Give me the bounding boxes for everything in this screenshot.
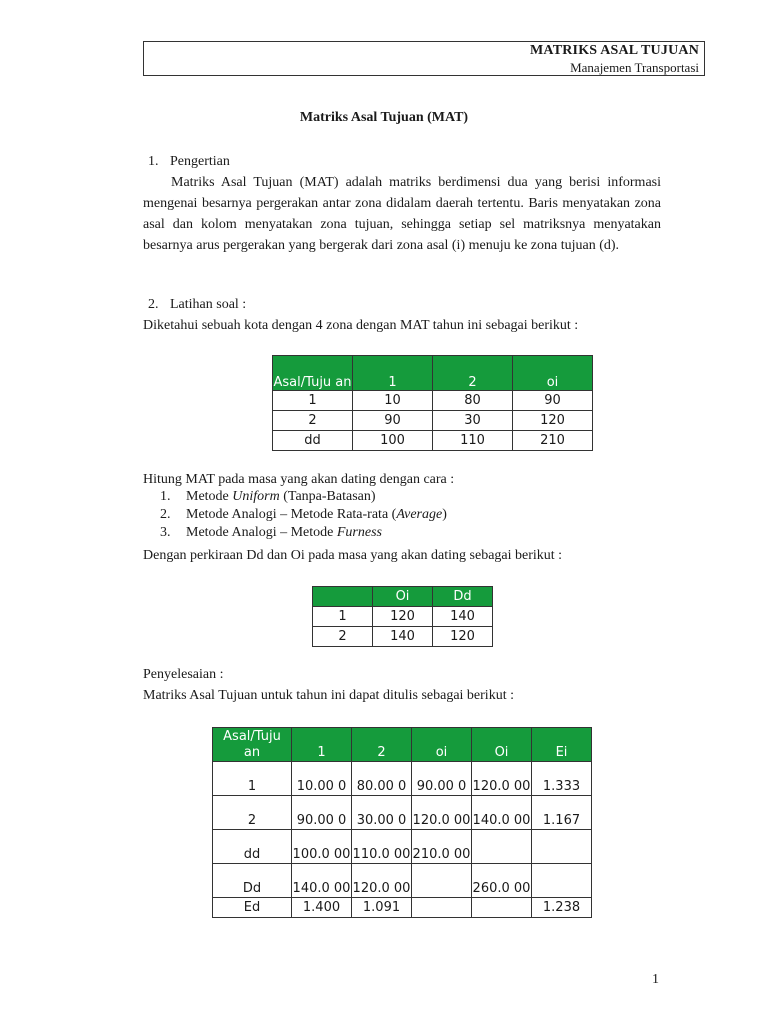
table-cell: 1.333	[532, 762, 592, 796]
table-cell: 1.400	[292, 898, 352, 918]
section2-heading	[148, 294, 246, 315]
table-cell: 110	[433, 431, 513, 451]
table-header-cell	[313, 587, 373, 607]
table-header-cell: Oi	[373, 587, 433, 607]
table-cell	[472, 898, 532, 918]
table-header-row	[213, 728, 592, 762]
table-cell: 140.0 00	[472, 796, 532, 830]
table-row	[213, 796, 592, 830]
penyelesaian-label: Penyelesaian :	[143, 667, 224, 682]
header-subtitle: Manajemen Transportasi	[570, 60, 699, 75]
table-header-cell: Dd	[433, 587, 493, 607]
table-cell	[532, 830, 592, 864]
method-item	[160, 524, 447, 542]
table-cell: 2	[273, 411, 353, 431]
table-row	[213, 762, 592, 796]
page-header	[143, 41, 705, 76]
table-cell	[412, 864, 472, 898]
methods-list	[160, 488, 447, 542]
table-cell: 2	[213, 796, 292, 830]
method-emphasis: Uniform	[232, 489, 280, 504]
table-cell: Ed	[213, 898, 292, 918]
table-header-cell: oi	[513, 356, 593, 391]
forecast-intro: Dengan perkiraan Dd dan Oi pada masa yang akan dating sebagai berikut :	[143, 548, 563, 563]
table-cell: 210	[513, 431, 593, 451]
section2-number: 2.	[148, 297, 159, 312]
table-cell: 90	[513, 391, 593, 411]
table-row	[213, 830, 592, 864]
solution-mat-table	[212, 727, 592, 918]
table-cell: 120.0 00	[412, 796, 472, 830]
table-cell: 140	[373, 627, 433, 647]
table-cell: dd	[273, 431, 353, 451]
table-cell: 80.00 0	[352, 762, 412, 796]
table-cell: 100	[353, 431, 433, 451]
table-cell: 120	[433, 627, 493, 647]
table-cell: Dd	[213, 864, 292, 898]
table-cell: 80	[433, 391, 513, 411]
table-cell: 1.238	[532, 898, 592, 918]
method-number: 2.	[160, 507, 171, 522]
table-cell: 120.0 00	[472, 762, 532, 796]
table-header-cell: 1	[292, 728, 352, 762]
method-emphasis: Furness	[336, 525, 382, 540]
table-cell: 110.0 00	[352, 830, 412, 864]
table-cell: 210.0 00	[412, 830, 472, 864]
method-emphasis: Average	[396, 507, 443, 522]
table-header-cell: 1	[353, 356, 433, 391]
table-header-cell: oi	[412, 728, 472, 762]
section2-heading-text: Latihan soal :	[170, 297, 247, 312]
table-header-cell: Asal/Tuju an	[213, 728, 292, 762]
table-header-cell: Ei	[532, 728, 592, 762]
table-cell: 90.00 0	[412, 762, 472, 796]
table-cell: 120	[513, 411, 593, 431]
current-mat-table	[272, 355, 593, 451]
method-number: 1.	[160, 489, 171, 504]
document-title: Matriks Asal Tujuan (MAT)	[299, 110, 469, 125]
table-row	[313, 607, 493, 627]
table-header-cell: Asal/Tuju an	[273, 356, 353, 391]
mat-intro-text: Matriks Asal Tujuan untuk tahun ini dapat ditulis sebagai berikut :	[143, 688, 514, 703]
table-cell: 140	[433, 607, 493, 627]
page-number: 1	[652, 972, 659, 987]
table-cell: dd	[213, 830, 292, 864]
table-row	[213, 898, 592, 918]
section2-intro: Diketahui sebuah kota dengan 4 zona dengan MAT tahun ini sebagai berikut :	[143, 318, 579, 333]
table-cell: 100.0 00	[292, 830, 352, 864]
table-row	[273, 431, 593, 451]
table-row	[273, 391, 593, 411]
section1-paragraph: Matriks Asal Tujuan (MAT) adalah matriks berdimensi dua yang berisi informasi mengenai besarnya pergerakan antar zona didalam daerah tertentu. Baris menyatakan zona asal dan kolom menyatakan zona tujuan, sehingga setiap sel matriksnya menyatakan besarnya arus pergerakan yang bergerak dari zona asal (i) menuju ke zona tujuan (d).	[143, 175, 661, 253]
table-cell: 1.167	[532, 796, 592, 830]
table-cell	[532, 864, 592, 898]
method-text: Metode	[186, 489, 233, 504]
table-header-row	[313, 587, 493, 607]
method-suffix: (Tanpa-Batasan)	[279, 489, 376, 504]
section1-number: 1.	[148, 154, 159, 169]
table-cell: 90	[353, 411, 433, 431]
table-header-cell: 2	[352, 728, 412, 762]
table-cell: 10.00 0	[292, 762, 352, 796]
method-text: Metode Analogi – Metode Rata-rata (	[186, 507, 397, 522]
table-header-cell: 2	[433, 356, 513, 391]
hitung-instruction: Hitung MAT pada masa yang akan dating dengan cara :	[143, 472, 455, 487]
table-cell: 2	[313, 627, 373, 647]
method-number: 3.	[160, 525, 171, 540]
section1-heading	[148, 151, 230, 172]
table-row	[213, 864, 592, 898]
section1-heading-text: Pengertian	[170, 154, 230, 169]
table-cell: 1	[313, 607, 373, 627]
table-cell: 120	[373, 607, 433, 627]
method-item	[160, 488, 447, 506]
method-text: Metode Analogi – Metode	[186, 525, 337, 540]
table-row	[273, 411, 593, 431]
table-cell: 90.00 0	[292, 796, 352, 830]
table-cell: 140.0 00	[292, 864, 352, 898]
table-cell: 30	[433, 411, 513, 431]
table-cell: 1.091	[352, 898, 412, 918]
table-cell: 260.0 00	[472, 864, 532, 898]
table-cell	[472, 830, 532, 864]
method-suffix: )	[442, 507, 447, 522]
table-row	[313, 627, 493, 647]
table-cell: 120.0 00	[352, 864, 412, 898]
table-cell: 30.00 0	[352, 796, 412, 830]
table-cell: 10	[353, 391, 433, 411]
table-cell: 1	[273, 391, 353, 411]
table-header-cell: Oi	[472, 728, 532, 762]
method-item	[160, 506, 447, 524]
forecast-table	[312, 586, 493, 647]
table-cell: 1	[213, 762, 292, 796]
header-title: MATRIKS ASAL TUJUAN	[530, 43, 699, 58]
table-header-row	[273, 356, 593, 391]
table-cell	[412, 898, 472, 918]
